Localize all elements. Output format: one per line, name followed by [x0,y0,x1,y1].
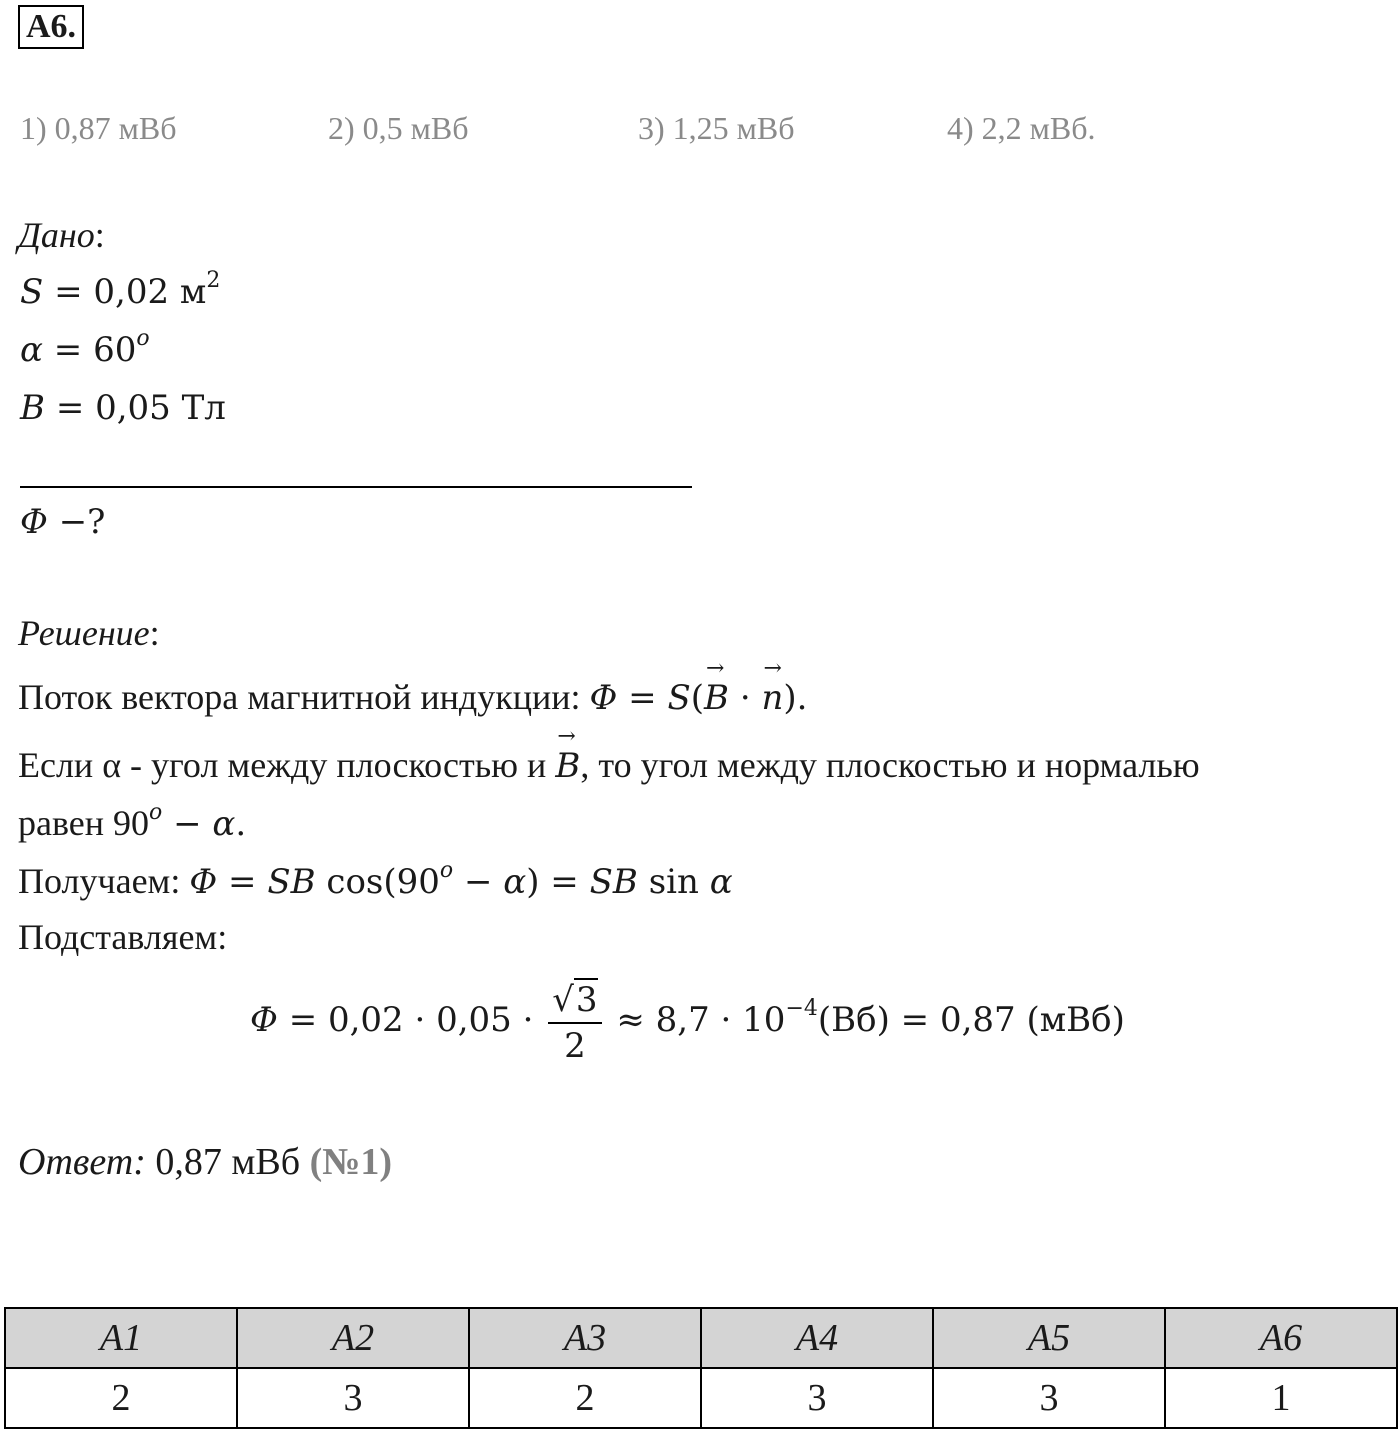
fraction-denominator: 2 [564,1026,586,1066]
result-formula-text: Получаем: [18,861,190,901]
numeric-formula-right-b: (Вб) = 0,87 (мВб) [817,1000,1125,1040]
task-number-label: A6. [18,5,84,49]
answer-table-cell: 1 [1165,1368,1397,1428]
answer-line [18,1140,392,1184]
answer-table-header-row [5,1308,1397,1368]
answer-table-header: A3 [469,1308,701,1368]
find-quantity: Φ −? [20,502,106,542]
answer-table-header: A4 [701,1308,933,1368]
vector-b-symbol: → B [555,746,580,786]
answer-table-header: A6 [1165,1308,1397,1368]
answer-value: 0,87 мВб [155,1141,301,1183]
numeric-formula: Φ = 0,02 · 0,05 · $\frac{√3}{2}$ ≈ $8,7 \cdot 10^{-4}(Вб) = 0,87$ (мВб) [250,980,1125,1066]
numeric-formula-right-a: ≈ 8,7 · 10 [616,1000,786,1040]
given-induction-value: = 0,05 Тл [55,388,226,428]
angle-text-a: Если α - угол между плоскостью и [18,745,556,785]
answer-table-header: A1 [5,1308,237,1368]
flux-definition-text: Поток вектора магнитной индукции: [18,677,590,717]
given-angle-value: = 60 [53,330,137,370]
given-angle-degree: o [136,326,150,351]
solution-heading: Решение: [18,613,160,653]
numeric-formula-exponent: −4 [785,996,818,1021]
given-divider [20,486,692,488]
given-induction: B = 0,05 Тл [20,388,226,428]
option-4: 4) 2,2 мВб. [947,110,1096,146]
option-3: 3) 1,25 мВб [638,110,795,146]
given-heading-text: Дано [18,215,95,255]
answer-table-header: A2 [237,1308,469,1368]
result-formula: Φ = SB $\cos(90^o - \alpha)$ = SB sin α [189,858,733,902]
answer-table-cell: 2 [5,1368,237,1428]
given-heading: Дано: [18,215,105,255]
answer-table-value-row [5,1368,1397,1428]
solution-line-substitute: Подставляем: [18,917,228,957]
given-area: S = 0,02 $м^2$ [20,268,221,312]
answer-table [4,1307,1398,1429]
answer-label: Ответ: [18,1141,146,1183]
answer-choice: (№1) [309,1141,393,1183]
answer-table-cell: 2 [469,1368,701,1428]
solution-line-normal-angle [18,802,246,844]
answer-table-cell: 3 [933,1368,1165,1428]
find-quantity-text: −? [58,502,106,542]
option-1: 1) 0,87 мВб [20,110,177,146]
normal-angle-formula: $^o$ − α. [149,800,247,844]
answer-table-cell: 3 [701,1368,933,1428]
sqrt-radicand: 3 [575,980,598,1020]
answer-table-cell: 3 [237,1368,469,1428]
solution-line-flux-definition [18,676,807,718]
solution-heading-text: Решение [18,613,150,653]
given-angle: $\alpha = 60^o$ [20,326,150,370]
solution-line-result-formula [18,860,733,902]
numeric-formula-left: = 0,02 · 0,05 · [288,1000,534,1040]
normal-angle-text: равен 90 [18,803,150,843]
solution-line-angle [18,744,1200,786]
given-area-value: = 0,02 м [54,272,207,312]
sqrt3-over-2-fraction: $\frac{√3}{2}$ [548,978,601,1066]
flux-definition-formula: Φ = S(→ B · → n). [590,678,808,718]
angle-text-b: , то угол между плоскостью и нормалью [580,745,1200,785]
given-area-exponent: 2 [206,268,221,293]
option-2: 2) 0,5 мВб [328,110,469,146]
answer-table-header: A5 [933,1308,1165,1368]
